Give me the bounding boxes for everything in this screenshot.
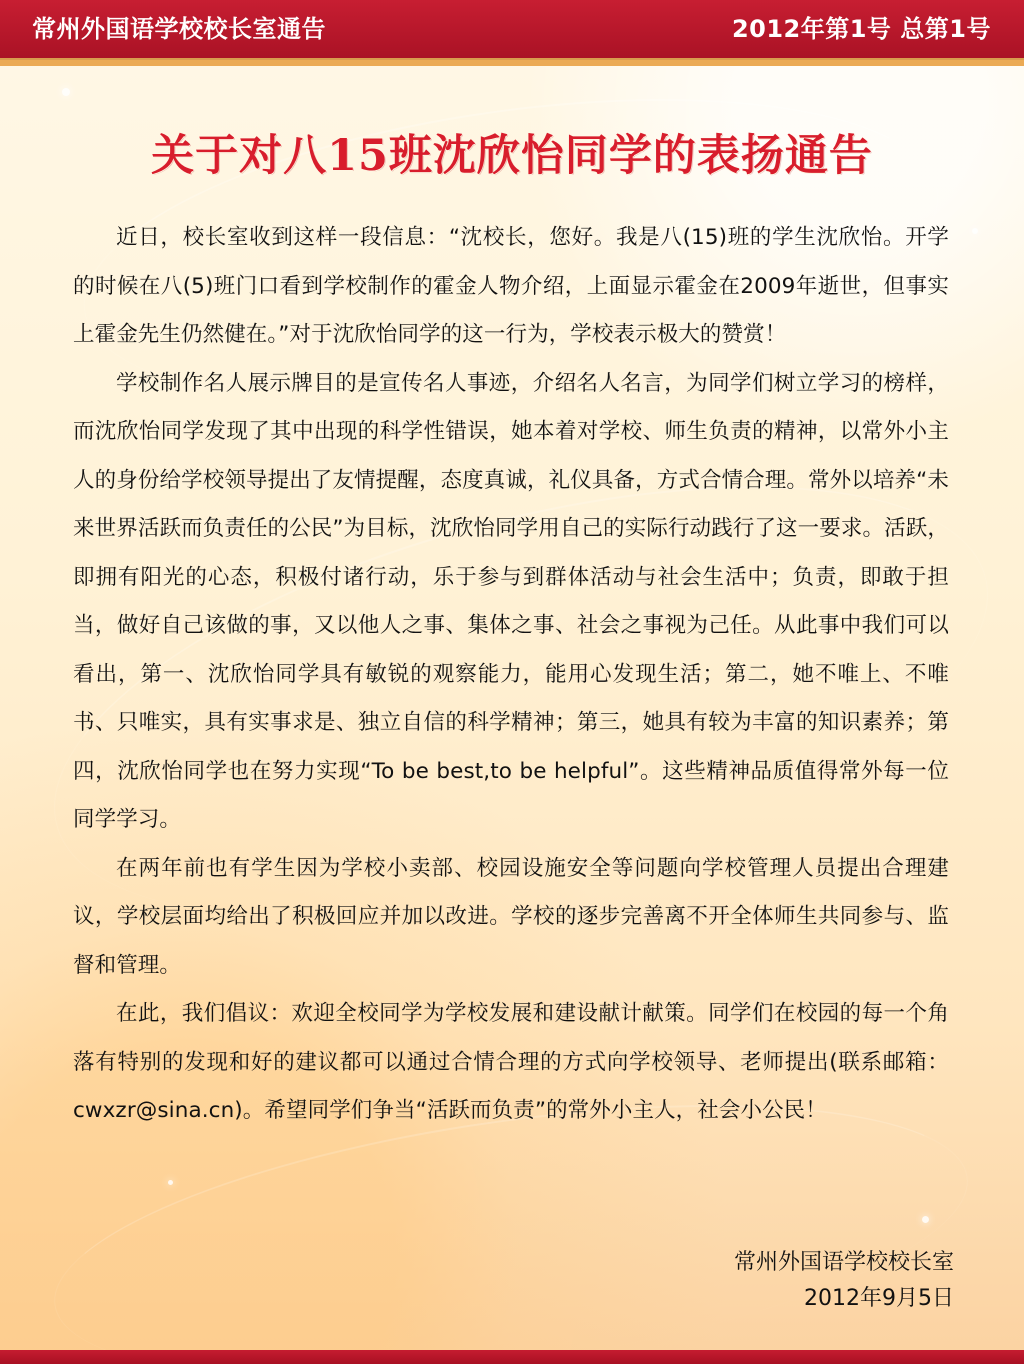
- sparkle-icon: [168, 1180, 173, 1185]
- signature-date: 2012年9月5日: [804, 1286, 954, 1311]
- top-accent-line: [0, 58, 1024, 66]
- body-paragraph: 在两年前也有学生因为学校小卖部、校园设施安全等问题向学校管理人员提出合理建议，学校层面均给出了积极回应并加以改进。学校的逐步完善离不开全体师生共同参与、监督和管理。: [73, 855, 949, 978]
- notice-body: [73, 214, 949, 1136]
- sparkle-icon: [62, 88, 70, 96]
- top-banner: [0, 0, 1024, 58]
- sparkle-icon: [922, 1216, 929, 1223]
- body-paragraph: 学校制作名人展示牌目的是宣传名人事迹，介绍名人名言，为同学们树立学习的榜样，而沈欣怡同学发现了其中出现的科学性错误，她本着对学校、师生负责的精神，以常外小主人的身份给学校领导提出了友情提醒，态度真诚，礼仪具备，方式合情合理。常外以培养“未来世界活跃而负责任的公民”为目标，沈欣怡同学用自己的实际行动践行了这一要求。活跃，即拥有阳光的心态，积极付诸行动，乐于参与到群体活动与社会生活中；负责，即敢于担当，做好自己该做的事，又以他人之事、集体之事、社会之事视为己任。从此事中我们可以看出，第一、沈欣怡同学具有敏锐的观察能力，能用心发现生活；第二，她不唯上、不唯书、只唯实，具有实事求是、独立自信的科学精神；第三，她具有较为丰富的知识素养；第四，沈欣怡同学也在努力实现“To be best,to be helpful”。这些精神品质值得常外每一位同学学习。: [73, 370, 949, 832]
- signature-name: 常州外国语学校校长室: [733, 1250, 954, 1275]
- notice-title: 关于对八15班沈欣怡同学的表扬通告: [151, 131, 873, 181]
- body-paragraph: 在此，我们倡议：欢迎全校同学为学校发展和建设献计献策。同学们在校园的每一个角落有特别的发现和好的建议都可以通过合情合理的方式向学校领导、老师提出(联系邮箱：cwxzr@sina.cn)。希望同学们争当“活跃而负责”的常外小主人，社会小公民！: [73, 1001, 949, 1123]
- body-paragraph: 近日，校长室收到这样一段信息：“沈校长，您好。我是八(15)班的学生沈欣怡。开学的时候在八(5)班门口看到学校制作的霍金人物介绍，上面显示霍金在2009年逝世，但事实上霍金先生仍然健在。”对于沈欣怡同学的这一行为，学校表示极大的赞赏！: [73, 225, 949, 347]
- header-left-text: 常州外国语学校校长室通告: [32, 15, 326, 43]
- header-right-text: 2012年第1号 总第1号: [731, 15, 991, 43]
- bottom-banner: [0, 1350, 1024, 1364]
- sparkle-icon: [972, 228, 978, 234]
